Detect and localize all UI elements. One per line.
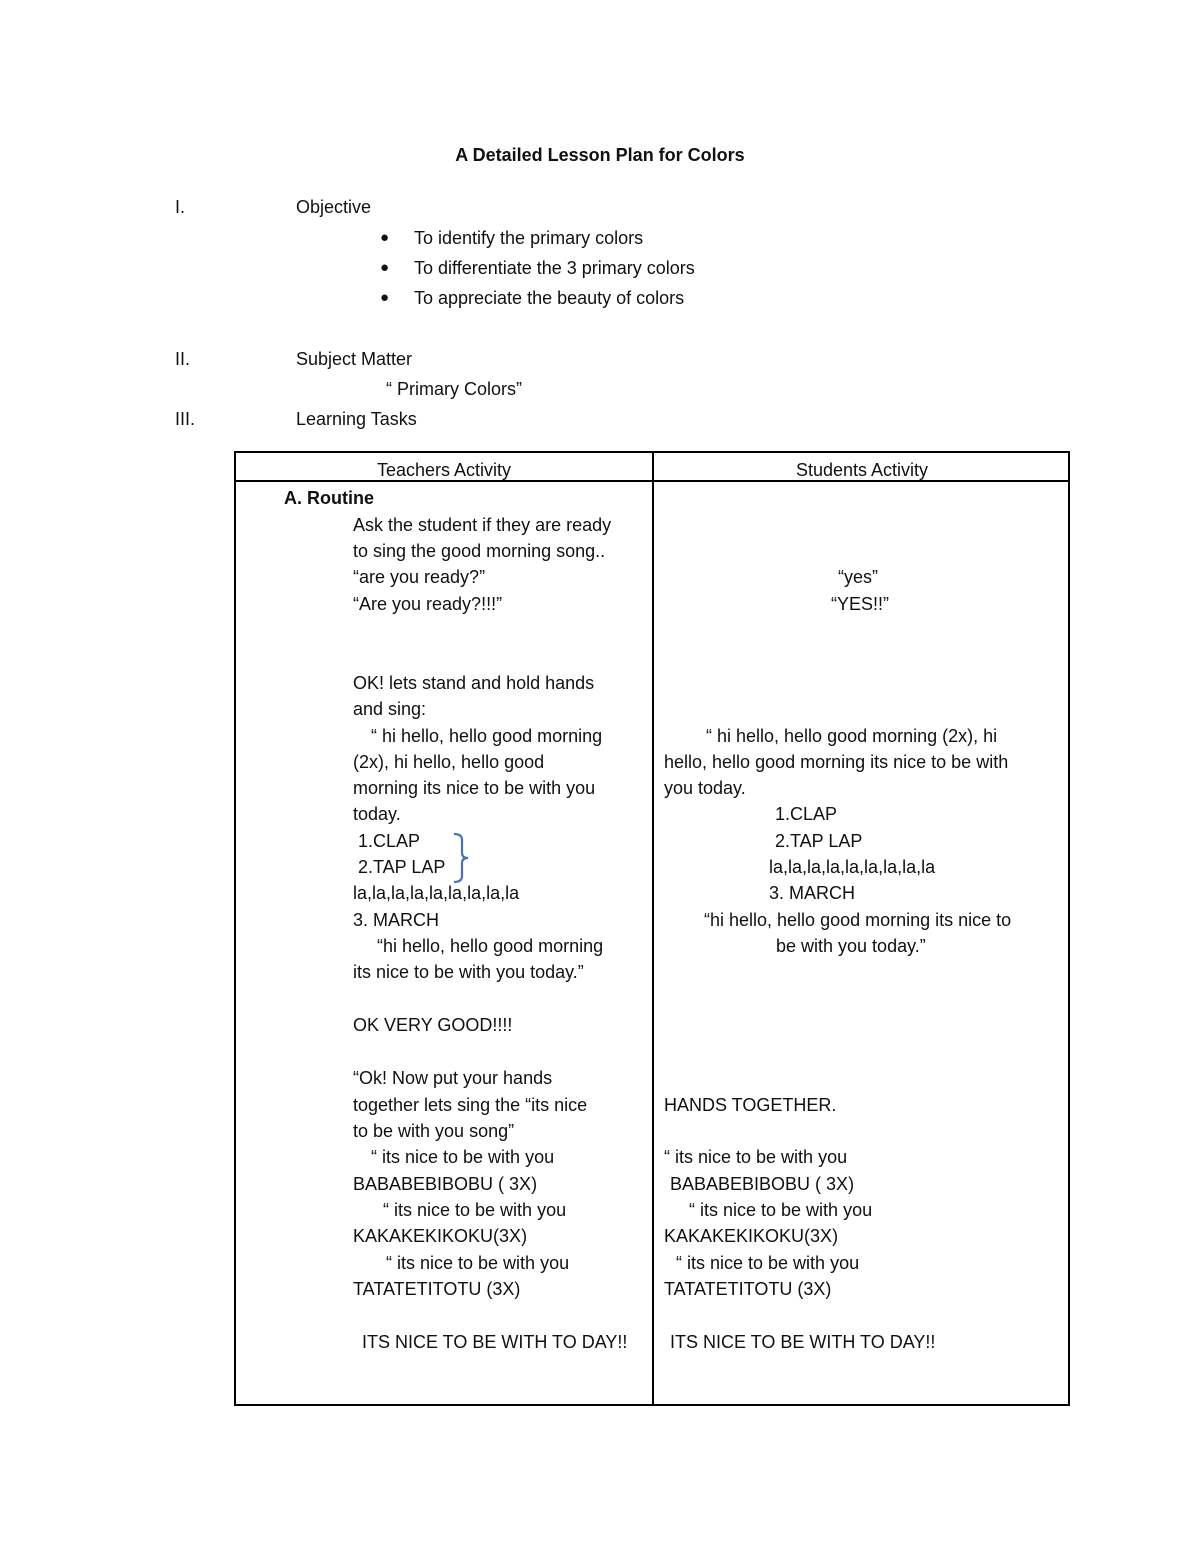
teacher-line: to sing the good morning song.. xyxy=(353,541,606,561)
teacher-line: 3. MARCH xyxy=(353,910,440,930)
bullet-icon: ● xyxy=(380,259,390,276)
student-line: BABABEBIBOBU ( 3X) xyxy=(670,1174,855,1194)
section-heading-objective: Objective xyxy=(296,197,372,217)
student-line: “ hi hello, hello good morning (2x), hi xyxy=(706,726,998,746)
student-line: 2.TAP LAP xyxy=(775,831,863,851)
bullet-icon: ● xyxy=(380,229,390,246)
student-line: “ its nice to be with you xyxy=(676,1253,860,1273)
student-line: be with you today.” xyxy=(776,936,926,956)
teacher-line: today. xyxy=(353,804,401,824)
section-numeral: II. xyxy=(175,349,191,369)
teacher-line: “ hi hello, hello good morning xyxy=(371,726,603,746)
teacher-line: BABABEBIBOBU ( 3X) xyxy=(353,1174,538,1194)
teacher-line: its nice to be with you today.” xyxy=(353,962,584,982)
teacher-line: 2.TAP LAP xyxy=(358,857,446,877)
teacher-line: “hi hello, hello good morning xyxy=(377,936,604,956)
teacher-line: and sing: xyxy=(353,699,427,719)
teacher-line: “Are you ready?!!!” xyxy=(353,594,503,614)
curly-brace-icon xyxy=(452,832,474,884)
student-line: 1.CLAP xyxy=(775,804,838,824)
teacher-line: “Ok! Now put your hands xyxy=(353,1068,553,1088)
student-line: hello, hello good morning its nice to be with xyxy=(664,752,1009,772)
student-line: 3. MARCH xyxy=(769,883,856,903)
student-line: “yes” xyxy=(838,567,878,587)
objective-item: To identify the primary colors xyxy=(414,228,644,248)
student-line: “hi hello, hello good morning its nice to xyxy=(704,910,1012,930)
teacher-line: “ its nice to be with you xyxy=(383,1200,567,1220)
student-line: “ its nice to be with you xyxy=(664,1147,848,1167)
objective-item: To appreciate the beauty of colors xyxy=(414,288,685,308)
teacher-line: TATATETITOTU (3X) xyxy=(353,1279,521,1299)
teacher-line: (2x), hi hello, hello good xyxy=(353,752,545,772)
teacher-line: OK! lets stand and hold hands xyxy=(353,673,595,693)
teacher-line: la,la,la,la,la,la,la,la,la xyxy=(353,883,520,903)
objective-item: To differentiate the 3 primary colors xyxy=(414,258,695,278)
page-title: A Detailed Lesson Plan for Colors xyxy=(455,145,745,165)
header-students-activity: Students Activity xyxy=(795,460,929,480)
teacher-line: “ its nice to be with you xyxy=(371,1147,555,1167)
subject-matter-detail: “ Primary Colors” xyxy=(386,379,523,399)
header-teachers-activity: Teachers Activity xyxy=(376,460,512,480)
teacher-line: ITS NICE TO BE WITH TO DAY!! xyxy=(362,1332,628,1352)
teacher-line: Ask the student if they are ready xyxy=(353,515,612,535)
section-heading-learning-tasks: Learning Tasks xyxy=(296,409,417,429)
bullet-icon: ● xyxy=(380,289,390,306)
table-header-divider xyxy=(236,480,1068,482)
section-heading-subject-matter: Subject Matter xyxy=(296,349,413,369)
routine-label: A. Routine xyxy=(284,488,374,508)
teacher-line: to be with you song” xyxy=(353,1121,515,1141)
student-line: KAKAKEKIKOKU(3X) xyxy=(664,1226,839,1246)
student-line: la,la,la,la,la,la,la,la,la xyxy=(769,857,936,877)
teacher-line: OK VERY GOOD!!!! xyxy=(353,1015,513,1035)
student-line: HANDS TOGETHER. xyxy=(664,1095,837,1115)
teacher-line: “ its nice to be with you xyxy=(386,1253,570,1273)
learning-tasks-table xyxy=(234,451,1070,1406)
teacher-line: “are you ready?” xyxy=(353,567,486,587)
teacher-line: morning its nice to be with you xyxy=(353,778,596,798)
section-numeral: I. xyxy=(175,197,186,217)
student-line: you today. xyxy=(664,778,746,798)
student-line: TATATETITOTU (3X) xyxy=(664,1279,832,1299)
student-line: ITS NICE TO BE WITH TO DAY!! xyxy=(670,1332,936,1352)
teacher-line: together lets sing the “its nice xyxy=(353,1095,588,1115)
student-line: “YES!!” xyxy=(831,594,890,614)
teacher-line: 1.CLAP xyxy=(358,831,421,851)
teacher-line: KAKAKEKIKOKU(3X) xyxy=(353,1226,528,1246)
student-line: “ its nice to be with you xyxy=(689,1200,873,1220)
table-column-divider xyxy=(652,453,654,1404)
section-numeral: III. xyxy=(175,409,196,429)
